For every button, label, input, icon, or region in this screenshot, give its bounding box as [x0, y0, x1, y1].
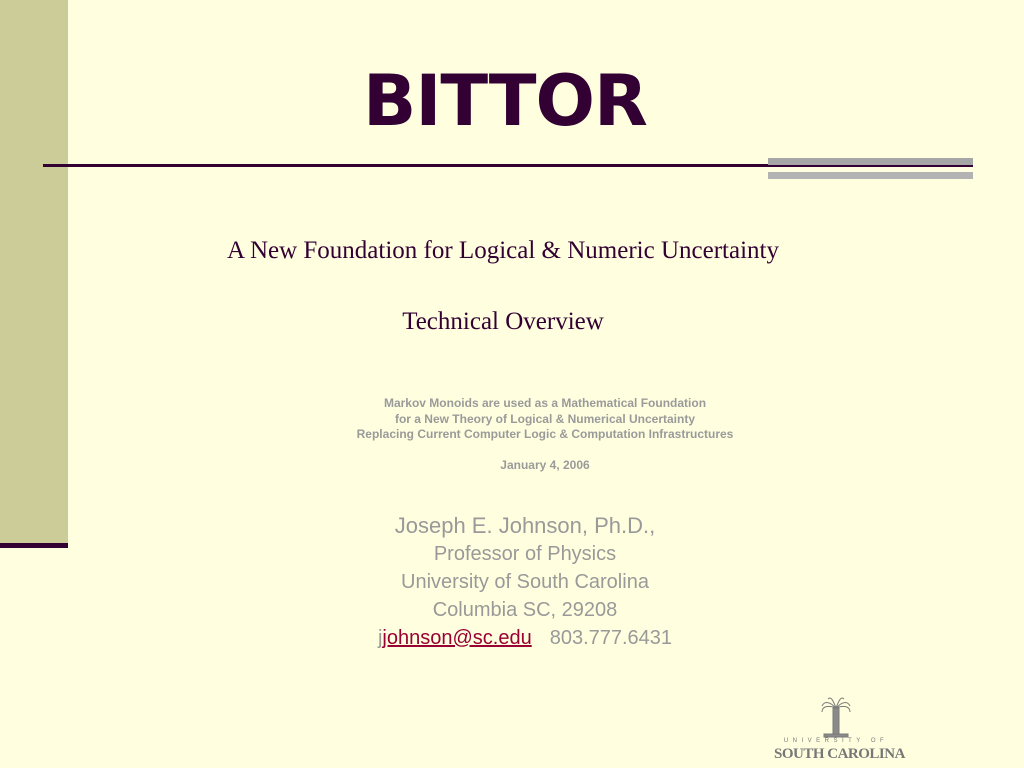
- subtitle-main: A New Foundation for Logical & Numeric Uncertainty: [227, 237, 779, 264]
- subtitle-secondary: Technical Overview: [402, 308, 604, 335]
- email-link[interactable]: johnson@sc.edu: [382, 627, 532, 649]
- abstract: [0, 396, 1024, 443]
- decorative-bar-bottom: [768, 172, 973, 179]
- author-position: Professor of Physics: [433, 543, 617, 565]
- abstract-line: for a New Theory of Logical & Numerical Uncertainty: [394, 411, 696, 426]
- logo-subtext: UNIVERSITY OF: [783, 738, 889, 744]
- logo-wordmark: SOUTH CAROLINA: [774, 746, 905, 762]
- presentation-date: January 4, 2006: [500, 458, 590, 472]
- abstract-line: Replacing Current Computer Logic & Computation Infrastructures: [356, 427, 734, 441]
- university-logo: [774, 694, 905, 764]
- author-contact: [0, 624, 1024, 652]
- email-prefix: j: [377, 627, 383, 649]
- abstract-line: Markov Monoids are used as a Mathematical Foundation: [383, 396, 707, 410]
- author-block: [0, 512, 1024, 652]
- slide-title: BITTOR: [363, 60, 647, 142]
- author-name: Joseph E. Johnson, Ph.D.,: [394, 513, 656, 538]
- author-address: Columbia SC, 29208: [432, 599, 618, 621]
- decorative-bar-top: [768, 158, 973, 165]
- author-institution: University of South Carolina: [401, 571, 649, 593]
- phone-number: 803.777.6431: [549, 627, 673, 649]
- palmetto-tree-icon: [774, 694, 898, 738]
